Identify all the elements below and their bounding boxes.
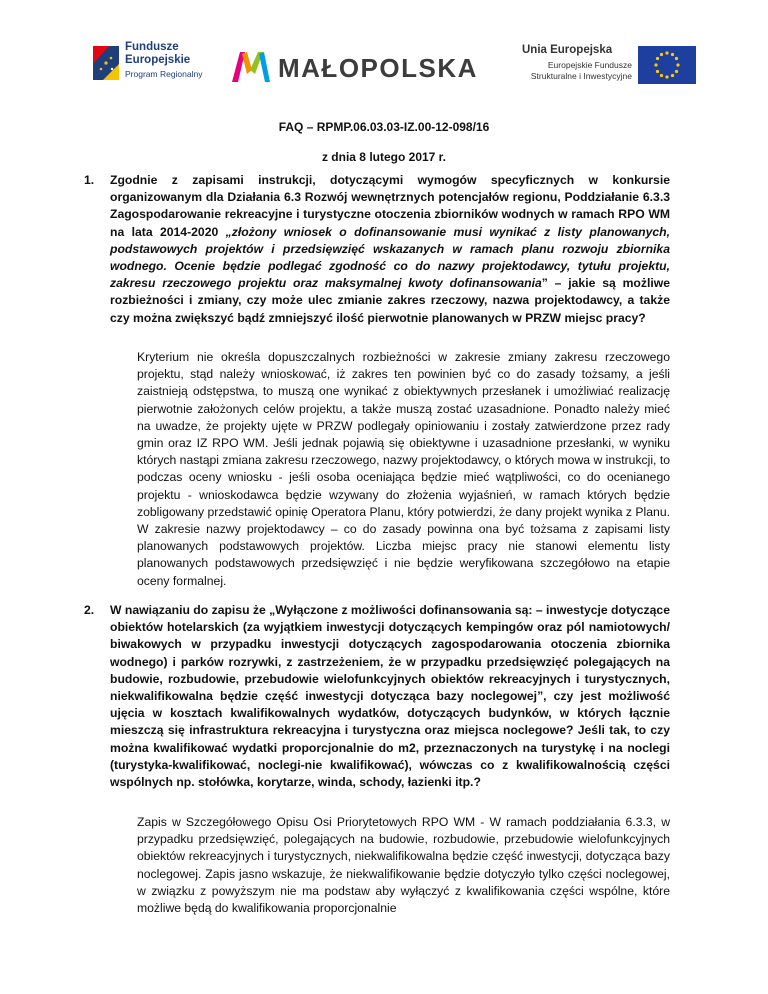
- ue-sub2: Strukturalne i Inwestycyjne: [530, 71, 632, 81]
- question-2-number: 2.: [84, 603, 95, 617]
- answer-1: Kryterium nie określa dopuszczalnych rozbieżności w zakresie zmiany zakresu rzeczowego projektu, stąd należy wnioskować, iż zakres ten powinien być co do zasady tożsamy, a jeśli zaistnieją odstępstwa, to muszą one wynikać z obiektywnych przesłanek i umożliwiać realizację pierwotnie założonych celów projektu, a także muszą zostać uzasadnione. Ponadto należy mieć na uwadze, że projekty ujęte w PRZW podlegały opiniowaniu i zostały zatwierdzone przez rady gmin oraz IZ RPO WM. Jeśli jednak pojawią się obiektywne i uzasadnione przesłanki, w wyniku których nastąpi zmiana zakresu rzeczowego, nazwy projektodawcy, o których mowa w instrukcji, to podczas oceny wniosku - jeśli osoba oceniająca będzie mieć wątpliwości, co do ocenianego projektu - wnioskodawca będzie wzywany do złożenia wyjaśnień, w ramach których będzie zobligowany przedstawić opinię Operatora Planu, który potwierdzi, że dany projekt wynika z Planu. W zakresie nazwy projektodawcy – co do zasady powinna ona być tożsama z zapisami listy planowanych podstawowych projektów. Liczba miejsc pracy nie stanowi elementu listy planowanych podstawowych przedsięwzięć i nie będzie weryfikowana szczegółowo na etapie oceny formalnej.: [137, 350, 670, 588]
- fe-line1: Fundusze: [125, 41, 179, 53]
- document-title: FAQ – RPMP.06.03.03-IZ.00-12-098/16: [278, 120, 490, 134]
- question-1-quote: „złożony wniosek o dofinansowanie musi wynikać z listy planowanych, podstawowych projektów i przedsięwzięć wskazanych w ramach planu rozwoju zbiornika wodnego. Ocenie będzie podlegać zgodność co do nazwy projektodawcy, tytułu projektu, zakresu rzeczowego projektu oraz maksymalnej kwoty dofinansowania: [110, 224, 670, 291]
- question-1: [84, 172, 670, 327]
- question-2-text: W nawiązaniu do zapisu że „Wyłączone z możliwości dofinansowania są: – inwestycje dotyczące obiektów hotelarskich (za wyjątkiem inwestycji dotyczących kempingów oraz pól namiotowych/ biwakowych w przypadku inwestycji dotyczących zagospodarowania otoczenia zbiornika wodnego) i parków rozrywki, z zastrzeżeniem, że w przypadku przedsięwzięć polegających na budowie, rozbudowie, przebudowie wielofunkcyjnych obiektów rekreacyjnych i turystycznych, niekwalifikowalna będzie część inwestycji dotycząca bazy noclegowej”, czy jest możliwość ujęcia w kosztach kwalifikowalnych wydatków, dotyczących budynków, w których łącznie mieszczą się infrastruktura rekreacyjna i turystyczna oraz miejsca noclegowe? Jeśli tak, to czy można kwalifikować wydatki proporcjonalnie do m2, przeznaczonych na turystykę i na noclegi (turystyka-kwalifikować, noclegi-nie kwalifikować), wówczas co z kwalifikowalnością części wspólnych np. stołówka, korytarze, winda, schody, łazienki itp.?: [110, 603, 670, 790]
- question-1-number: 1.: [84, 173, 95, 187]
- fe-line2: Europejskie: [125, 54, 191, 66]
- ue-sub1: Europejskie Fundusze: [547, 60, 632, 70]
- question-2: [84, 602, 670, 791]
- fe-program: Program Regionalny: [125, 69, 203, 79]
- document-date: z dnia 8 lutego 2017 r.: [321, 150, 447, 164]
- eu-logo: [518, 44, 678, 88]
- fundusze-europejskie-logo: [91, 40, 209, 84]
- answer-2: Zapis w Szczegółowego Opisu Osi Priorytetowych RPO WM - W ramach poddziałania 6.3.3, w przypadku przedsięwzięć, polegających na budowie, rozbudowie, przebudowie wielofunkcyjnych obiektów rekreacyjnych i turystycznych, niekwalifikowalna będzie część inwestycji, dotycząca bazy noclegowej. Zapis jasno wskazuje, że niekwalifikowanie będzie dotyczyło tylko części noclegowej, w związku z powyższym nie ma podstaw aby wyłączyć z kwalifikowania części wspólne, które możliwe będą do kwalifikowania proporcjonalnie: [137, 815, 670, 916]
- eu-flag-icon: [638, 46, 696, 84]
- ue-title: Unia Europejska: [522, 44, 613, 56]
- malopolska-m-icon: [232, 52, 272, 82]
- question-1-text-b: ” – jakie są możliwe rozbieżności i zmiany, czy może ulec zmianie zakres rzeczowy, nazwa projektodawcy, a także czy można zwiększyć bądź zmniejszyć ilość pierwotnie planowanych w PRZW miejsc pracy?: [110, 276, 670, 325]
- fundusze-europejskie-emblem-icon: [91, 42, 121, 82]
- malopolska-wordmark: MAŁOPOLSKA: [278, 53, 478, 83]
- question-1-text-a: Zgodnie z zapisami instrukcji, dotyczącymi wymogów specyficznych w konkursie organizowanym dla Działania 6.3 Rozwój wewnętrznych potencjałów regionu, Poddziałanie 6.3.3 Zagospodarowanie rekreacyjne i turystyczne otoczenia zbiorników wodnych w ramach RPO WM na lata 2014-2020: [110, 173, 670, 239]
